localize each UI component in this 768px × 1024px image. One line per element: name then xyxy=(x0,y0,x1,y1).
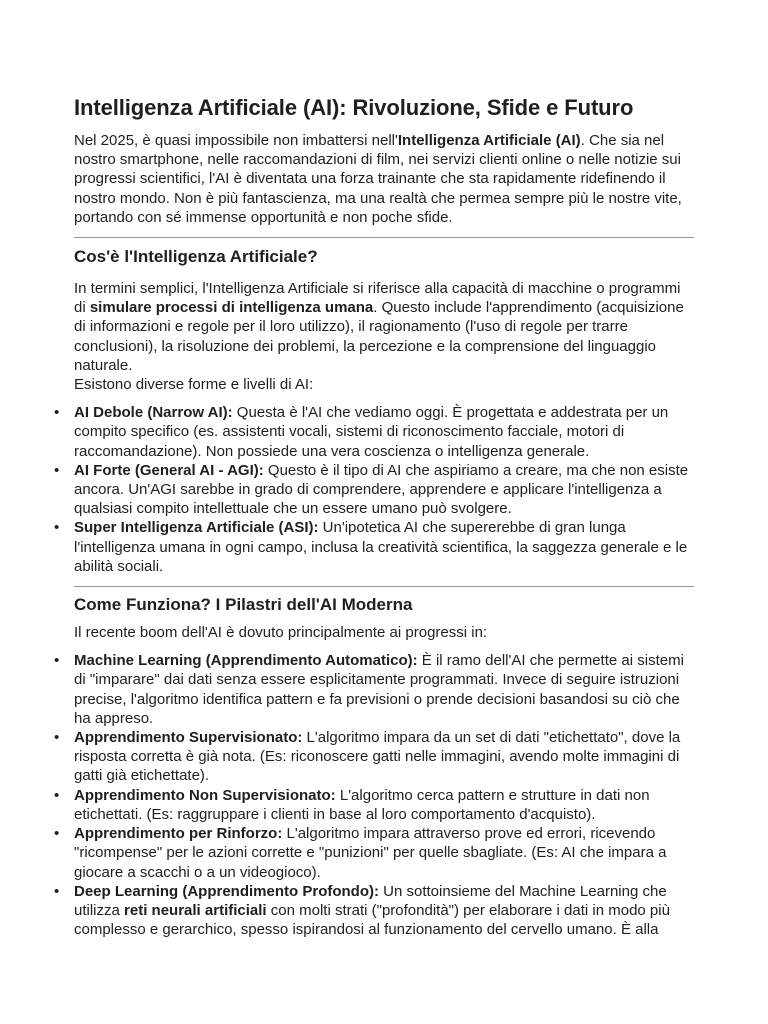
list-item-text-end: con molti strati ("profondità") per elaborare i dati in modo più complesso e gerarchico, spesso ispirandosi al funzionamento del cervello umano. È alla xyxy=(74,901,670,939)
section-divider-1 xyxy=(74,237,694,238)
forms-intro-paragraph: Esistono diverse forme e livelli di AI: xyxy=(74,376,314,394)
list-item-text: Un'ipotetica AI che supererebbe di gran lunga l'intelligenza umana in ogni campo, inclusa la creatività scientifica, la saggezza generale e le abilità sociali. xyxy=(74,519,688,575)
definition-bold-term: simulare processi di intelligenza umana xyxy=(89,299,374,317)
list-item-term: Machine Learning (Apprendimento Automatico): xyxy=(74,652,418,670)
list-item-term: Super Intelligenza Artificiale (ASI): xyxy=(74,519,319,537)
intro-paragraph xyxy=(74,131,694,227)
intro-text-end: . Che sia nel nostro smartphone, nelle raccomandazioni di film, nei servizi clienti online o nelle notizie sui progressi scientifici, l'AI è diventata una forza trainante che sta rapidamente ridefinendo il nostro mondo. Non è più fantascienza, ma una realtà che permea sempre più le nostre vite, portando con sé immense opportunità e non poche sfide. xyxy=(74,132,682,226)
definition-text-end: . Questo include l'apprendimento (acquisizione di informazioni e regole per il loro utilizzo), il ragionamento (l'uso di regole per trarre conclusioni), la risoluzione dei problemi, la percezione e la comprensione del linguaggio naturale. xyxy=(74,299,684,374)
list-item-term: Apprendimento Supervisionato: xyxy=(74,729,303,747)
list-item-term: Apprendimento Non Supervisionato: xyxy=(74,786,336,804)
list-item-machine-learning xyxy=(74,651,694,728)
definition-paragraph xyxy=(74,279,694,375)
list-item-text: L'algoritmo cerca pattern e strutture in dati non etichettati. (Es: raggruppare i clienti in base al loro comportamento d'acquisto). xyxy=(74,786,650,823)
list-item-text: Un sottoinsieme del Machine Learning che utilizza xyxy=(74,882,667,919)
document-content xyxy=(74,94,694,939)
list-item-term: Deep Learning (Apprendimento Profondo): xyxy=(74,882,379,900)
section-heading-what-is-ai: Cos'è l'Intelligenza Artificiale? xyxy=(74,247,318,267)
pillars-intro-paragraph: Il recente boom dell'AI è dovuto principalmente ai progressi in: xyxy=(74,624,488,642)
intro-text-start: Nel 2025, è quasi impossibile non imbattersi nell' xyxy=(74,132,398,149)
section-heading-how-it-works: Come Funziona? I Pilastri dell'AI Moderna xyxy=(74,595,413,615)
list-item-term: Apprendimento per Rinforzo: xyxy=(74,825,283,843)
list-item-term: AI Debole (Narrow AI): xyxy=(74,404,233,422)
list-item-unsupervised-learning xyxy=(74,786,694,824)
list-item-reinforcement-learning xyxy=(74,824,694,882)
list-item-deep-learning xyxy=(74,882,694,940)
list-item-term: AI Forte (General AI - AGI): xyxy=(74,461,264,479)
list-item-text: L'algoritmo impara attraverso prove ed errori, ricevendo "ricompense" per le azioni corrette e "punizioni" per quelle sbagliate. (Es: AI che impara a giocare a scacchi o a un videogioco). xyxy=(74,825,667,881)
page-title: Intelligenza Artificiale (AI): Rivoluzione, Sfide e Futuro xyxy=(74,95,634,120)
list-item-general-ai xyxy=(74,461,694,519)
list-item-text: L'algoritmo impara da un set di dati "etichettato", dove la risposta corretta è già nota. (Es: riconoscere gatti nelle immagini, avendo molte immagini di gatti già etichettate). xyxy=(74,729,681,785)
list-item-text: È il ramo dell'AI che permette ai sistemi di "imparare" dai dati senza essere esplicitamente programmati. Invece di seguire istruzioni precise, l'algoritmo identifica pattern e fa previsioni o prende decisioni basandosi su ciò che ha appreso. xyxy=(74,652,684,727)
definition-text-start: In termini semplici, l'Intelligenza Artificiale si riferisce alla capacità di macchine o programmi di xyxy=(74,280,681,317)
list-item-text: Questa è l'AI che vediamo oggi. È progettata e addestrata per un compito specifico (es. assistenti vocali, sistemi di riconoscimento facciale, motori di raccomandazione). Non possiede una vera coscienza o intelligenza generale. xyxy=(74,404,669,460)
list-item-super-ai xyxy=(74,518,694,576)
ai-forms-list xyxy=(74,403,694,576)
intro-bold-term: Intelligenza Artificiale (AI) xyxy=(397,132,581,149)
ai-pillars-list xyxy=(74,651,694,939)
list-item-supervised-learning xyxy=(74,728,694,786)
section-divider-2 xyxy=(74,586,694,587)
list-item-bold-term: reti neurali artificiali xyxy=(124,901,267,919)
list-item-narrow-ai xyxy=(74,403,694,461)
list-item-text: Questo è il tipo di AI che aspiriamo a creare, ma che non esiste ancora. Un'AGI sarebbe in grado di comprendere, apprendere e applicare l'intelligenza a qualsiasi compito intellettuale che un essere umano può svolgere. xyxy=(74,461,689,518)
